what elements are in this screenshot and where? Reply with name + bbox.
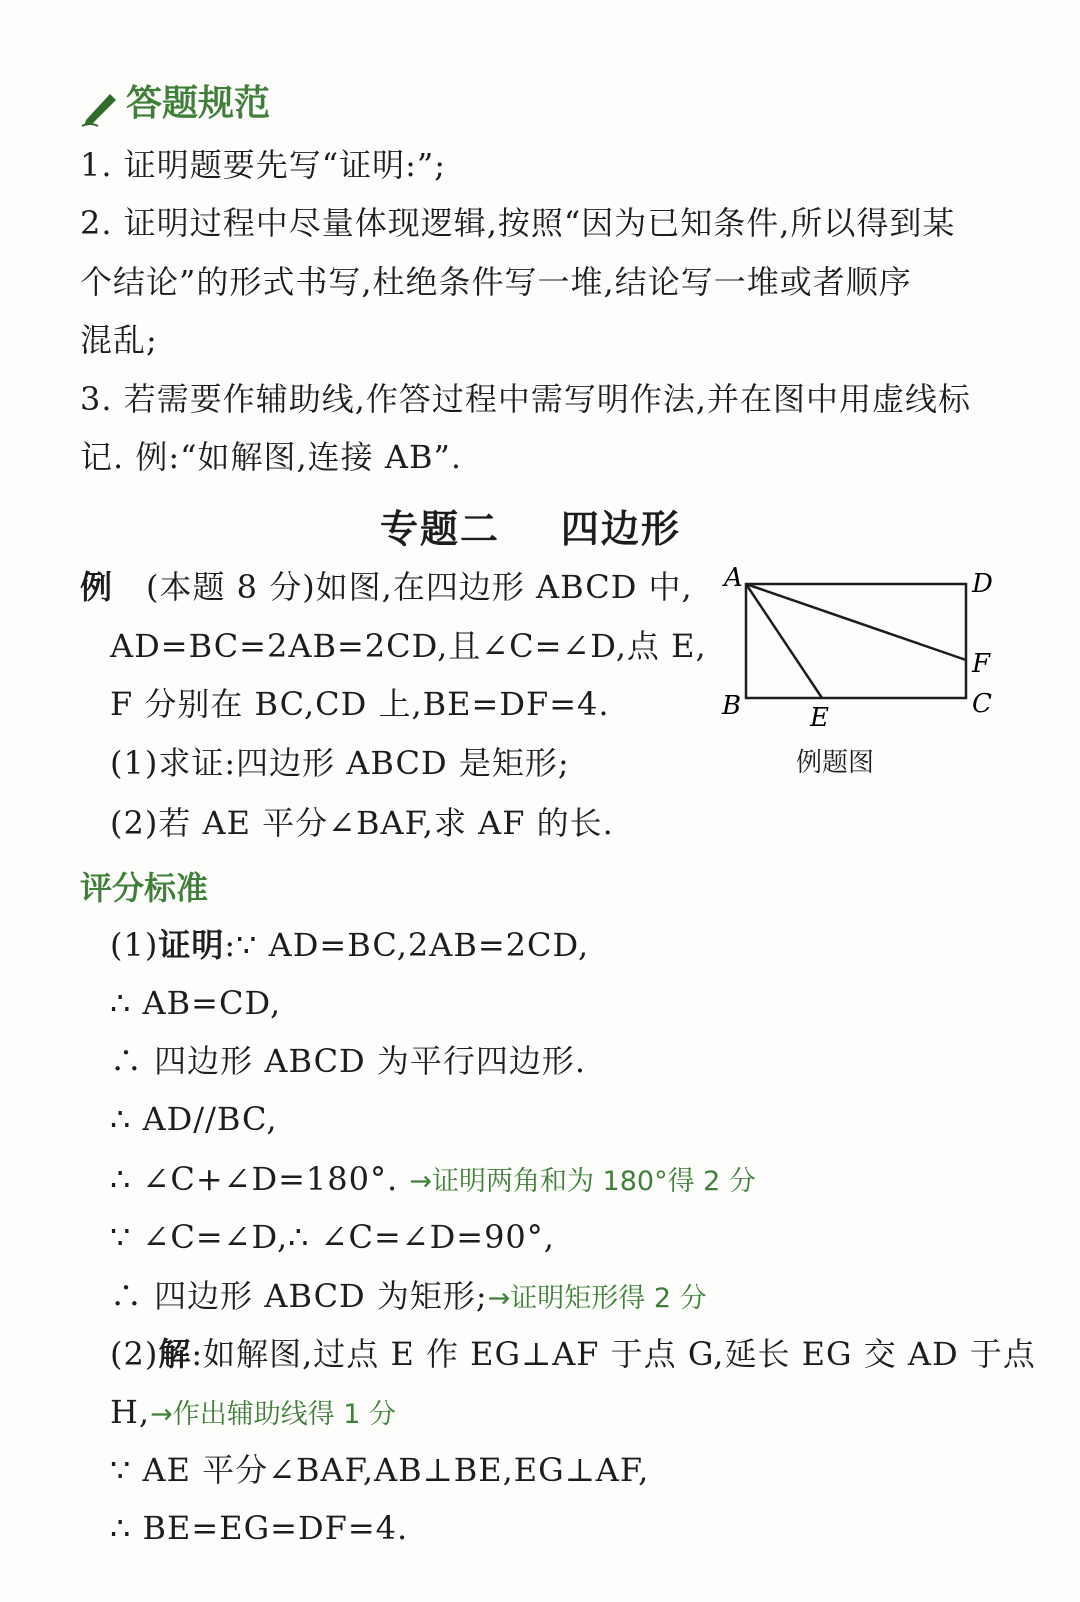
scoring-line-9-text: H, [110,1393,151,1431]
part-2-label: (2) [110,1335,159,1373]
rule-2-line-1: 2. 证明过程中尽量体现逻辑,按照“因为已知条件,所以得到某 [80,204,956,242]
figure-caption: 例题图 [796,748,875,778]
rule-2-line-2: 个结论”的形式书写,杜绝条件写一堆,结论写一堆或者顺序 [80,263,912,301]
scoring-note-2: →证明矩形得 2 分 [487,1283,707,1314]
scoring-note-1: →证明两角和为 180°得 2 分 [409,1166,756,1197]
point-label-a: A [724,563,743,593]
scoring-line-2: ∴ AB=CD, [110,984,282,1022]
scoring-line-7-text: ∴ 四边形 ABCD 为矩形; [110,1277,488,1315]
scoring-line-5-text: ∴ ∠C+∠D=180°. [110,1160,399,1198]
part-1-label: (1) [110,926,159,964]
example-figure [716,562,1006,732]
scoring-line-5 [110,1159,756,1202]
scoring-line-10: ∵ AE 平分∠BAF,AB⊥BE,EG⊥AF, [110,1451,650,1489]
point-label-b: B [722,691,742,721]
scoring-line-6: ∵ ∠C=∠D,∴ ∠C=∠D=90°, [110,1218,555,1256]
pencil-icon [80,86,122,128]
example-line-1: (本题 8 分)如图,在四边形 ABCD 中, [146,568,693,606]
example-question-2: (2)若 AE 平分∠BAF,求 AF 的长. [110,804,614,842]
rule-1: 1. 证明题要先写“证明:”; [80,146,446,184]
rule-3-line-1: 3. 若需要作辅助线,作答过程中需写明作法,并在图中用虚线标 [80,380,972,418]
section-title: 专题二 四边形 [380,507,681,551]
scoring-line-9 [110,1392,396,1435]
scoring-line-3: ∴ 四边形 ABCD 为平行四边形. [110,1042,587,1080]
segment-af [746,584,966,660]
example-question-1: (1)求证:四边形 ABCD 是矩形; [110,744,570,782]
scoring-line-4: ∴ AD//BC, [110,1100,278,1138]
header-title: 答题规范 [126,83,271,124]
solution-keyword: 解 [158,1335,192,1373]
scoring-line-11: ∴ BE=EG=DF=4. [110,1509,409,1547]
rectangle-abcd [746,584,966,698]
proof-keyword: 证明 [158,926,225,964]
scoring-line-8 [110,1334,1036,1374]
point-label-f: F [972,649,991,679]
point-label-d: D [972,569,993,599]
scoring-line-8-text: :如解图,过点 E 作 EG⊥AF 于点 G,延长 EG 交 AD 于点 [191,1335,1036,1373]
scoring-note-3: →作出辅助线得 1 分 [150,1399,397,1430]
scoring-line-1 [110,925,589,965]
point-label-e: E [810,703,829,732]
segment-ae [746,584,822,698]
scoring-line-1-text: :∵ AD=BC,2AB=2CD, [224,926,590,964]
rule-2-line-3: 混乱; [80,321,158,359]
example-label: 例 [80,568,114,606]
point-label-c: C [972,689,992,719]
scoring-line-7 [110,1276,707,1319]
scoring-heading: 评分标准 [80,869,209,907]
example-line-3: F 分别在 BC,CD 上,BE=DF=4. [110,685,610,723]
example-line-2: AD=BC=2AB=2CD,且∠C=∠D,点 E, [110,627,707,665]
rule-3-line-2: 记. 例:“如解图,连接 AB”. [80,438,462,476]
